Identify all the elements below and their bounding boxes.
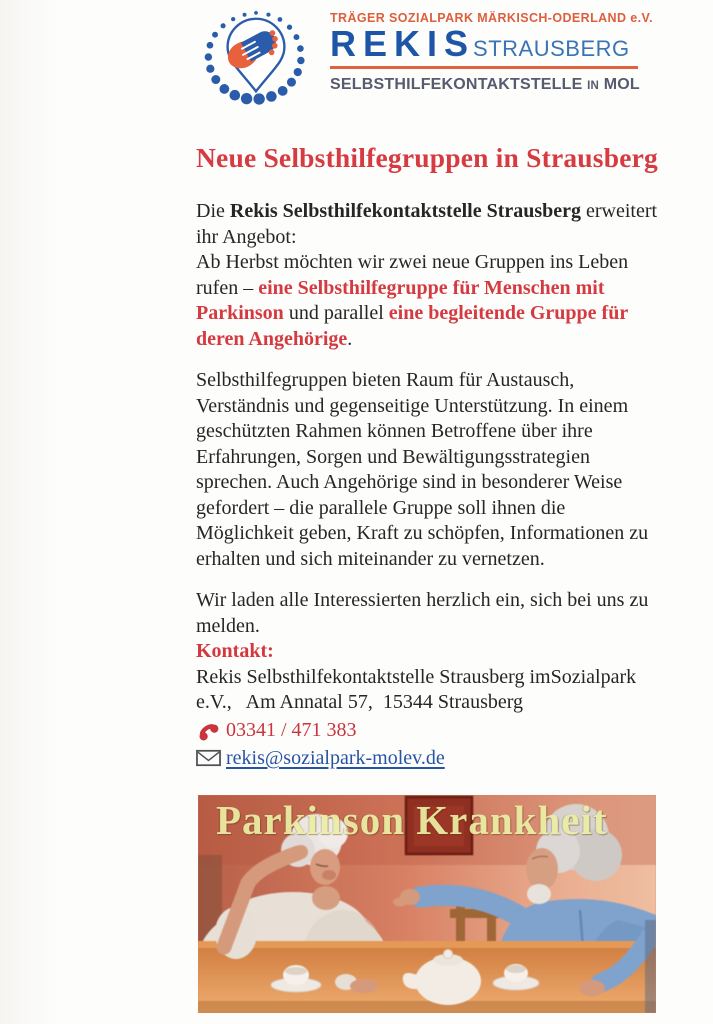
announcement-line: Ab Herbst möchten wir zwei neue Gruppen ins Leben rufen – eine Selbsthilfegruppe für Menschen mit Parkinson und parallel eine begleitende Gruppe für deren Angehörige.: [196, 251, 629, 350]
invitation-contact-block: [196, 588, 666, 716]
handshake-heart-pin-icon: [196, 92, 316, 109]
body-paragraph: Selbsthilfegruppen bieten Raum für Austausch, Verständnis und gegenseitige Unterstützung. In einem geschützten Rahmen können Betroffene über ihre Erfahrungen, Sorgen und Bewältigungsstrategien sprechen. Auch Angehörige sind in besonderer Weise gefordert – die parallele Gruppe soll ihnen die Möglichkeit geben, Kraft zu schöpfen, Informationen zu erhalten und sich miteinander zu vernetzen.: [196, 369, 649, 570]
email-link[interactable]: rekis@sozialpark-molev.de: [226, 746, 445, 769]
letterhead-subtitle: SELBSTHILFEKONTAKTSTELLE IN MOL: [330, 75, 640, 93]
rekis-logo: [196, 7, 316, 105]
brand-city: STRAUSBERG: [473, 36, 630, 61]
brand-wordmark: REKIS: [330, 23, 476, 64]
letterhead: [196, 0, 666, 105]
phone-number: 03341 / 471 383: [226, 718, 357, 741]
content-column: [196, 0, 666, 772]
phone-row: [196, 717, 666, 744]
contact-heading: Kontakt:: [196, 640, 274, 662]
intro-paragraph: [196, 199, 666, 352]
invitation-text: Wir laden alle Interessierten herzlich ein, sich bei uns zu melden.: [196, 589, 649, 637]
bold-run: Rekis Selbsthilfekontaktstelle Strausberg: [229, 200, 582, 222]
carrier-line: TRÄGER SOZIALPARK MÄRKISCH-ODERLAND e.V.: [330, 11, 653, 25]
red-bold-run: eine begleitende Gruppe für deren Angehörige: [196, 302, 628, 350]
letterhead-text: [330, 7, 653, 94]
org-address-line2: e.V., Am Annatal 57, 15344 Strausberg: [196, 691, 524, 713]
phone-icon: [196, 719, 226, 742]
intro-line: Die Rekis Selbsthilfekontaktstelle Strausberg erweitert ihr Angebot:: [196, 200, 658, 248]
email-row: [196, 745, 666, 772]
orange-divider: [330, 66, 638, 69]
brand-row: [330, 23, 653, 64]
envelope-icon: [196, 749, 226, 767]
org-address-line1: Rekis Selbsthilfekontaktstelle Strausberg imSozialpark: [196, 665, 637, 688]
photo-caption: Parkinson Krankheit: [216, 797, 608, 843]
parkinson-photo: [198, 795, 656, 1013]
article-title: Neue Selbsthilfegruppen in Strausberg: [196, 142, 658, 173]
red-bold-run: eine Selbsthilfegruppe für Menschen mit Parkinson: [196, 276, 605, 324]
